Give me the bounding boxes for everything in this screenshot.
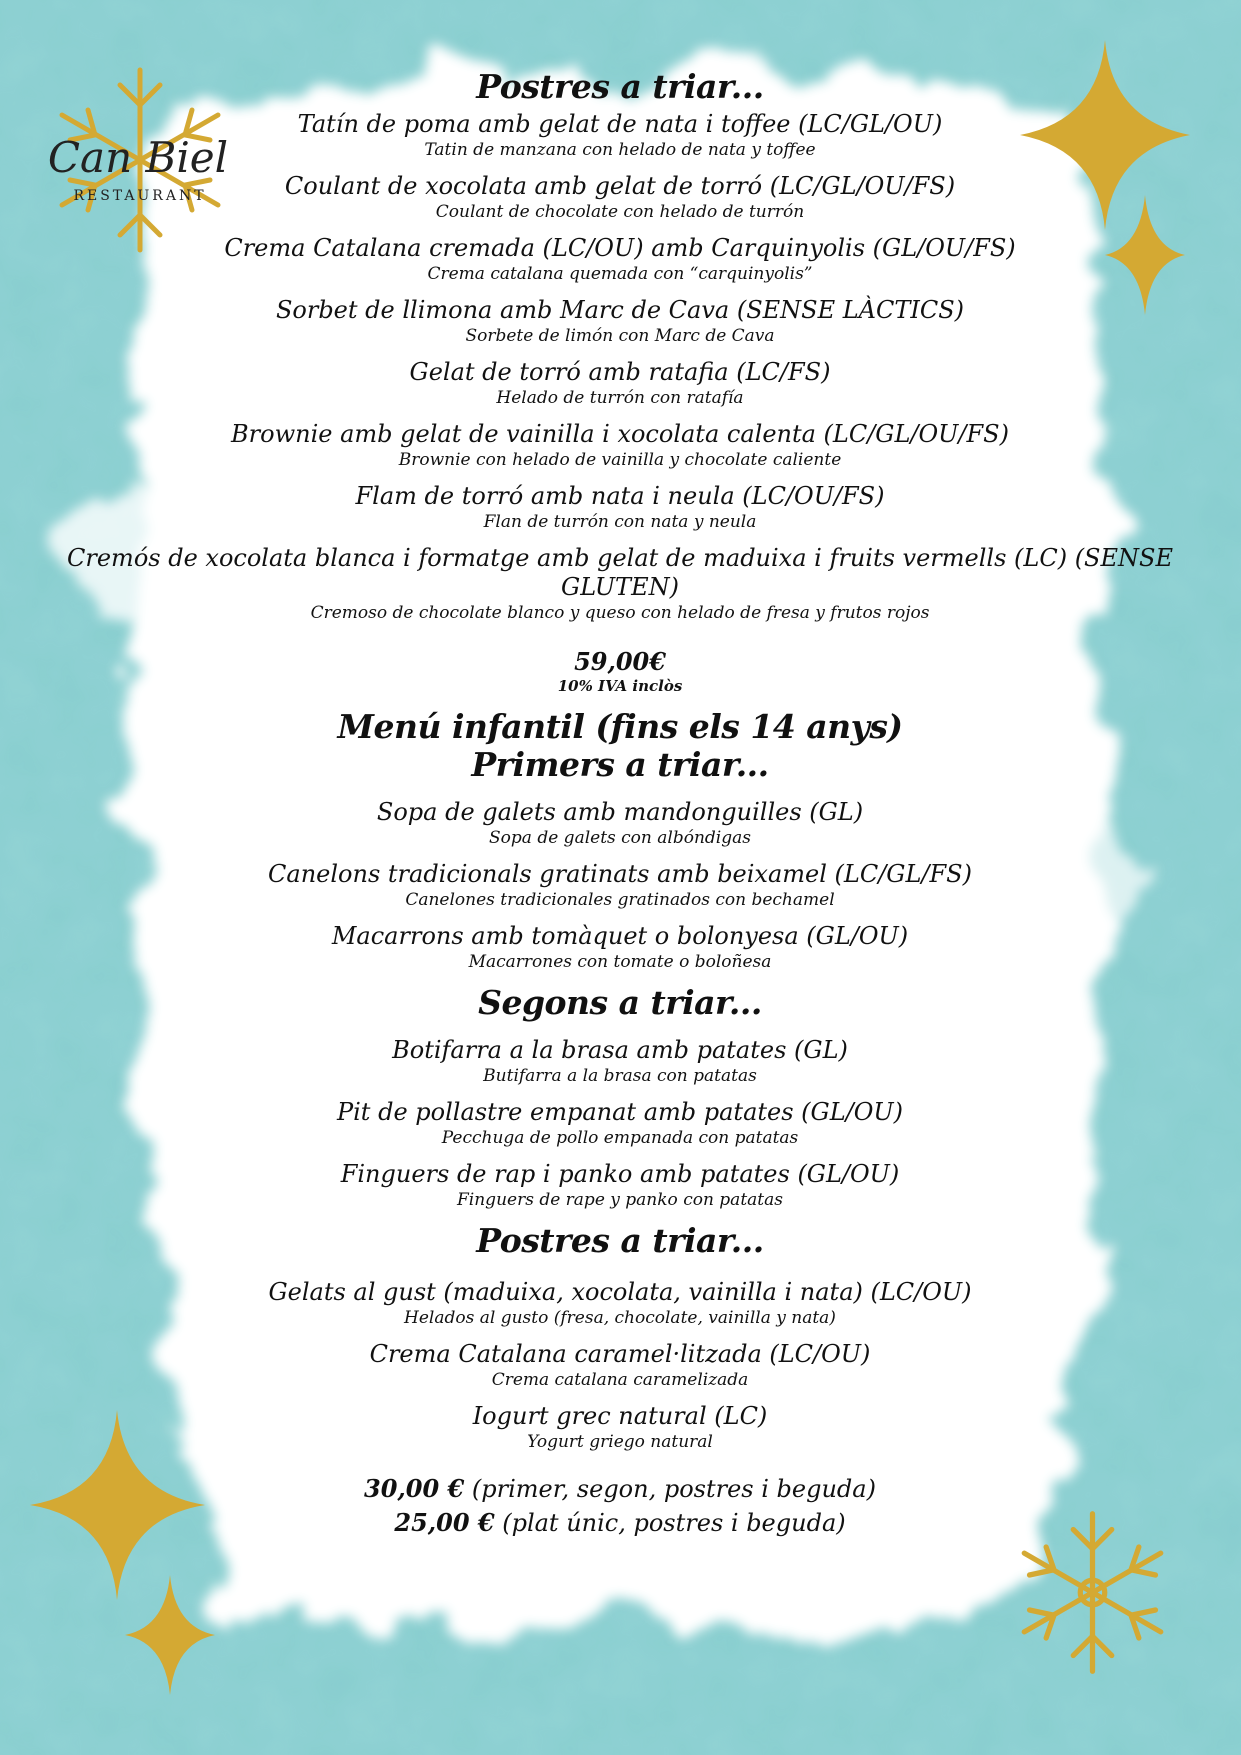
dish-translation: Macarrones con tomate o boloñesa — [468, 952, 772, 972]
logo-script: Can Biel — [47, 133, 229, 182]
tax-note: 10% IVA inclòs — [557, 677, 683, 695]
dish-translation: Tatin de manzana con helado de nata y toffee — [424, 140, 816, 160]
kids-desserts-list — [40, 1278, 1200, 1453]
dish-name: Crema Catalana cremada (LC/OU) amb Carquinyolis (GL/OU/FS) — [224, 234, 1016, 262]
menu-price: 59,00€ — [574, 647, 666, 676]
logo-subtitle: RESTAURANT — [73, 188, 207, 204]
dish-translation: Pecchuga de pollo empanada con patatas — [441, 1128, 799, 1148]
dish-translation: Crema catalana caramelizada — [491, 1370, 749, 1390]
dish-translation: Flan de turrón con nata y neula — [483, 512, 757, 532]
price-description: (primer, segon, postres i beguda) — [464, 1475, 876, 1503]
dish-name: Finguers de rap i panko amb patates (GL/OU) — [340, 1160, 900, 1188]
dish-name: Crema Catalana caramel·litzada (LC/OU) — [369, 1340, 871, 1368]
section-heading-kids-desserts: Postres a triar... — [476, 1221, 764, 1260]
dish-translation: Helado de turrón con ratafía — [496, 388, 744, 408]
dish-name: Botifarra a la brasa amb patates (GL) — [392, 1036, 848, 1064]
dish-translation: Yogurt griego natural — [527, 1432, 713, 1452]
gold-star-icon — [125, 1575, 215, 1695]
menu-content — [40, 68, 1200, 1540]
dish-name: Gelats al gust (maduixa, xocolata, vainilla i nata) (LC/OU) — [268, 1278, 972, 1306]
starters-list — [40, 798, 1200, 973]
dish-translation: Sopa de galets con albóndigas — [489, 828, 751, 848]
dish-name: Iogurt grec natural (LC) — [472, 1402, 768, 1430]
dish-name: Macarrons amb tomàquet o bolonyesa (GL/OU) — [331, 922, 909, 950]
kids-menu-title: Menú infantil (fins els 14 anys) — [337, 707, 903, 746]
dish-name: Sopa de galets amb mandonguilles (GL) — [376, 798, 864, 826]
section-heading-starters: Primers a triar... — [471, 745, 769, 784]
dish-name: Canelons tradicionals gratinats amb beixamel (LC/GL/FS) — [268, 860, 972, 888]
mains-list — [40, 1036, 1200, 1211]
section-heading-mains: Segons a triar... — [478, 983, 762, 1022]
dish-translation: Butifarra a la brasa con patatas — [483, 1066, 757, 1086]
dish-translation: Cremoso de chocolate blanco y queso con helado de fresa y frutos rojos — [310, 603, 930, 623]
dish-name: Brownie amb gelat de vainilla i xocolata calenta (LC/GL/OU/FS) — [231, 420, 1009, 448]
dish-name: Pit de pollastre empanat amb patates (GL/OU) — [336, 1098, 903, 1126]
dish-name: Sorbet de llimona amb Marc de Cava (SENSE LÀCTICS) — [275, 296, 965, 324]
dish-translation: Crema catalana quemada con “carquinyolis” — [427, 264, 813, 284]
kids-price-full — [40, 1472, 1200, 1506]
dish-name: Cremós de xocolata blanca i formatge amb gelat de maduixa i fruits vermells (LC) (SENSE GLUTEN) — [67, 544, 1173, 601]
dish-translation: Finguers de rape y panko con patatas — [457, 1190, 783, 1210]
section-heading-adult-desserts: Postres a triar... — [476, 67, 764, 106]
price-amount: 30,00 € — [364, 1474, 465, 1503]
dish-name: Coulant de xocolata amb gelat de torró (LC/GL/OU/FS) — [284, 172, 956, 200]
dish-translation: Canelones tradicionales gratinados con bechamel — [405, 890, 835, 910]
dish-name: Gelat de torró amb ratafia (LC/FS) — [409, 358, 831, 386]
dish-translation: Brownie con helado de vainilla y chocolate caliente — [398, 450, 842, 470]
price-description: (plat únic, postres i beguda) — [494, 1509, 846, 1537]
kids-price-single — [40, 1506, 1200, 1540]
dish-name: Tatín de poma amb gelat de nata i toffee (LC/GL/OU) — [297, 110, 943, 138]
price-amount: 25,00 € — [394, 1508, 495, 1537]
dish-translation: Helados al gusto (fresa, chocolate, vainilla y nata) — [404, 1308, 836, 1328]
dish-translation: Sorbete de limón con Marc de Cava — [465, 326, 775, 346]
dessert-list — [40, 110, 1200, 624]
dish-translation: Coulant de chocolate con helado de turrón — [435, 202, 805, 222]
dish-name: Flam de torró amb nata i neula (LC/OU/FS) — [355, 482, 885, 510]
